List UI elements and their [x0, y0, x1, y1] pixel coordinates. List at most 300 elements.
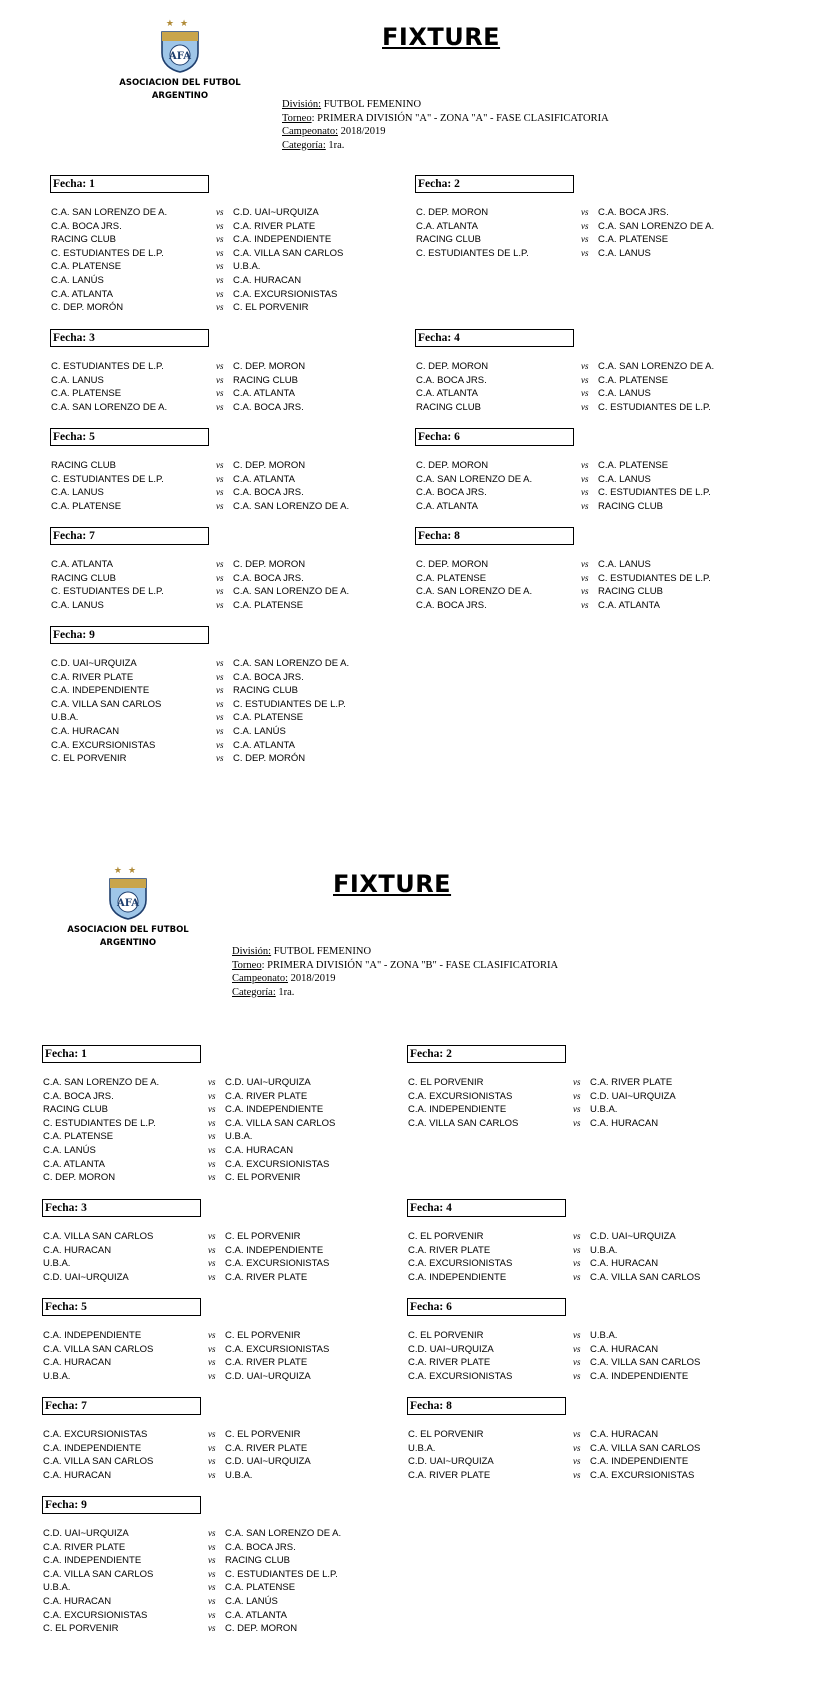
home-team: U.B.A. — [43, 1258, 71, 1270]
campeonato-line: Campeonato: 2018/2019 — [232, 973, 336, 984]
match-row — [50, 260, 261, 274]
vs-label: vs — [216, 374, 224, 385]
away-team: C.A. ATLANTA — [233, 473, 295, 485]
match-list — [42, 1428, 311, 1482]
home-team: C. ESTUDIANTES DE L.P. — [51, 473, 164, 485]
fecha-header: Fecha: 2 — [407, 1045, 566, 1063]
vs-label: vs — [216, 261, 224, 272]
away-team: C.A. INDEPENDIENTE — [590, 1370, 689, 1382]
match-row — [42, 1442, 308, 1456]
match-list — [407, 1329, 701, 1383]
match-row — [50, 233, 332, 247]
home-team: C.A. VILLA SAN CARLOS — [43, 1456, 154, 1468]
home-team: C.D. UAI~URQUIZA — [43, 1528, 129, 1539]
match-row — [42, 1130, 253, 1144]
svg-text:AFA: AFA — [116, 898, 140, 909]
away-team: C.A. PLATENSE — [598, 234, 669, 246]
away-team: C.A. RIVER PLATE — [225, 1090, 308, 1102]
away-team: C.A. HURACAN — [233, 274, 302, 286]
fecha-block — [50, 428, 350, 513]
match-row — [42, 1469, 253, 1483]
home-team: C.A. LANÚS — [51, 274, 104, 286]
vs-label: vs — [573, 1330, 581, 1340]
vs-label: vs — [216, 500, 224, 511]
home-team: C.A. EXCURSIONISTAS — [51, 739, 156, 751]
fecha-block — [50, 626, 350, 766]
match-row — [415, 473, 651, 487]
vs-label: vs — [208, 1343, 216, 1354]
match-row — [50, 698, 346, 712]
vs-label: vs — [581, 572, 589, 583]
away-team: C.A. RIVER PLATE — [590, 1077, 673, 1088]
home-team: C.A. ATLANTA — [43, 1158, 105, 1170]
match-list — [407, 1230, 701, 1284]
home-team: C.A. SAN LORENZO DE A. — [416, 473, 533, 485]
match-row — [42, 1329, 301, 1343]
fecha-block — [407, 1298, 701, 1383]
match-row — [42, 1271, 308, 1285]
home-team: C. DEP. MORON — [416, 207, 489, 218]
vs-label: vs — [216, 753, 224, 764]
home-team: C.A. ATLANTA — [416, 388, 478, 400]
vs-label: vs — [573, 1090, 581, 1101]
away-team: C.A. LANUS — [598, 559, 651, 570]
vs-label: vs — [573, 1469, 581, 1480]
match-row — [415, 486, 711, 500]
home-team: C.A. BOCA JRS. — [416, 374, 487, 386]
vs-label: vs — [208, 1104, 216, 1115]
vs-label: vs — [208, 1429, 216, 1439]
home-team: C. ESTUDIANTES DE L.P. — [51, 586, 164, 598]
vs-label: vs — [208, 1568, 216, 1579]
away-team: C.D. UAI~URQUIZA — [225, 1456, 311, 1468]
away-team: RACING CLUB — [598, 586, 663, 598]
away-team: C. ESTUDIANTES DE L.P. — [225, 1568, 338, 1580]
match-row — [42, 1356, 308, 1370]
home-team: U.B.A. — [408, 1442, 436, 1454]
match-row — [50, 473, 295, 487]
fecha-header: Fecha: 9 — [42, 1496, 201, 1514]
match-row — [50, 585, 350, 599]
vs-label: vs — [581, 401, 589, 412]
match-row — [415, 572, 711, 586]
home-team: C.D. UAI~URQUIZA — [51, 658, 137, 669]
home-team: C.A. BOCA JRS. — [43, 1090, 114, 1102]
home-team: C.A. LANUS — [51, 487, 104, 499]
afa-logo — [110, 18, 250, 103]
match-row — [50, 459, 306, 473]
away-team: C.A. SAN LORENZO DE A. — [598, 220, 715, 232]
away-team: C.A. HURACAN — [590, 1117, 659, 1129]
away-team: C. ESTUDIANTES DE L.P. — [598, 487, 711, 499]
vs-label: vs — [573, 1244, 581, 1255]
vs-label: vs — [216, 361, 224, 371]
home-team: C.A. LANUS — [51, 374, 104, 386]
away-team: C.A. BOCA JRS. — [233, 572, 304, 584]
home-team: C.A. PLATENSE — [51, 500, 122, 512]
home-team: C.A. INDEPENDIENTE — [43, 1442, 142, 1454]
vs-label: vs — [208, 1144, 216, 1155]
fecha-header: Fecha: 5 — [42, 1298, 201, 1316]
away-team: C. DEP. MORÓN — [233, 753, 306, 765]
home-team: U.B.A. — [43, 1370, 71, 1382]
match-list — [42, 1527, 342, 1636]
vs-label: vs — [216, 725, 224, 736]
org-name-line1: ASOCIACION DEL FUTBOL — [67, 925, 189, 935]
home-team: RACING CLUB — [51, 460, 116, 471]
match-row — [50, 599, 304, 613]
match-list — [407, 1428, 701, 1482]
away-team: C. EL PORVENIR — [225, 1330, 301, 1341]
vs-label: vs — [581, 500, 589, 511]
home-team: RACING CLUB — [51, 572, 116, 584]
away-team: C.A. SAN LORENZO DE A. — [598, 361, 715, 372]
home-team: C.A. PLATENSE — [51, 388, 122, 400]
match-row — [42, 1158, 330, 1172]
tournament-info — [232, 945, 558, 999]
match-row — [407, 1370, 689, 1384]
match-row — [415, 247, 651, 261]
away-team: C.A. HURACAN — [590, 1343, 659, 1355]
fecha-block — [42, 1397, 311, 1482]
away-team: C.A. PLATENSE — [233, 712, 304, 724]
home-team: C.A. RIVER PLATE — [408, 1469, 491, 1481]
home-team: C. DEP. MORON — [416, 559, 489, 570]
away-team: C.A. SAN LORENZO DE A. — [225, 1528, 342, 1539]
fecha-block — [50, 527, 350, 612]
vs-label: vs — [581, 586, 589, 597]
vs-label: vs — [581, 374, 589, 385]
page-title: FIXTURE — [333, 870, 452, 898]
stars-icon: ★★ — [113, 865, 143, 875]
match-row — [415, 220, 715, 234]
match-row — [42, 1581, 296, 1595]
home-team: C.A. LANÚS — [43, 1144, 96, 1156]
match-row — [50, 360, 306, 374]
match-row — [407, 1428, 659, 1442]
afa-logo — [58, 865, 198, 950]
vs-label: vs — [573, 1370, 581, 1381]
vs-label: vs — [216, 658, 224, 668]
away-team: U.B.A. — [590, 1244, 618, 1256]
match-row — [415, 401, 711, 415]
match-row — [50, 301, 309, 315]
away-team: U.B.A. — [590, 1104, 618, 1116]
match-row — [50, 206, 319, 220]
home-team: C.D. UAI~URQUIZA — [408, 1456, 494, 1468]
match-row — [415, 585, 663, 599]
match-row — [42, 1144, 294, 1158]
away-team: C.D. UAI~URQUIZA — [225, 1077, 311, 1088]
away-team: C.A. PLATENSE — [233, 599, 304, 611]
vs-label: vs — [208, 1231, 216, 1241]
match-row — [42, 1428, 301, 1442]
vs-label: vs — [208, 1330, 216, 1340]
vs-label: vs — [216, 739, 224, 750]
home-team: C.A. SAN LORENZO DE A. — [416, 586, 533, 598]
home-team: C. ESTUDIANTES DE L.P. — [51, 361, 164, 372]
vs-label: vs — [573, 1077, 581, 1087]
match-row — [42, 1257, 330, 1271]
vs-label: vs — [216, 288, 224, 299]
home-team: C.A. SAN LORENZO DE A. — [51, 401, 168, 413]
match-list — [50, 558, 350, 612]
vs-label: vs — [216, 302, 224, 313]
home-team: C.A. ATLANTA — [51, 288, 113, 300]
vs-label: vs — [581, 207, 589, 217]
away-team: C.D. UAI~URQUIZA — [590, 1231, 676, 1242]
vs-label: vs — [208, 1077, 216, 1087]
match-row — [407, 1343, 659, 1357]
vs-label: vs — [581, 473, 589, 484]
match-list — [50, 206, 344, 315]
home-team: C.A. RIVER PLATE — [43, 1541, 126, 1553]
home-team: C.A. EXCURSIONISTAS — [408, 1258, 513, 1270]
home-team: C.A. EXCURSIONISTAS — [408, 1370, 513, 1382]
home-team: C.A. INDEPENDIENTE — [408, 1104, 507, 1116]
vs-label: vs — [208, 1555, 216, 1566]
home-team: C.A. ATLANTA — [416, 500, 478, 512]
vs-label: vs — [216, 572, 224, 583]
match-row — [50, 288, 338, 302]
away-team: C.A. BOCA JRS. — [233, 401, 304, 413]
away-team: C.A. HURACAN — [590, 1429, 659, 1440]
away-team: C.A. VILLA SAN CARLOS — [233, 247, 344, 259]
vs-label: vs — [216, 487, 224, 498]
away-team: U.B.A. — [233, 261, 261, 273]
match-row — [407, 1329, 618, 1343]
match-row — [50, 684, 298, 698]
vs-label: vs — [216, 685, 224, 696]
page-title: FIXTURE — [382, 23, 501, 51]
vs-label: vs — [208, 1469, 216, 1480]
away-team: C.A. LANÚS — [225, 1595, 278, 1607]
vs-label: vs — [216, 207, 224, 217]
home-team: C.A. EXCURSIONISTAS — [408, 1090, 513, 1102]
home-team: C. DEP. MORÓN — [51, 302, 124, 314]
home-team: C. EL PORVENIR — [408, 1330, 484, 1341]
tournament-info — [282, 98, 609, 152]
away-team: C.A. LANUS — [598, 473, 651, 485]
match-row — [50, 711, 304, 725]
match-row — [50, 274, 302, 288]
org-name-line2: ARGENTINO — [151, 91, 209, 101]
home-team: C. DEP. MORON — [416, 460, 489, 471]
vs-label: vs — [573, 1104, 581, 1115]
vs-label: vs — [208, 1131, 216, 1142]
away-team: C.A. BOCA JRS. — [233, 487, 304, 499]
home-team: C.A. PLATENSE — [416, 572, 487, 584]
home-team: C.A. RIVER PLATE — [51, 671, 134, 683]
home-team: C.A. RIVER PLATE — [408, 1357, 491, 1369]
away-team: C.A. LANUS — [598, 247, 651, 259]
match-row — [50, 401, 304, 415]
away-team: C. DEP. MORON — [233, 361, 306, 372]
vs-label: vs — [573, 1442, 581, 1453]
vs-label: vs — [573, 1343, 581, 1354]
home-team: C.D. UAI~URQUIZA — [43, 1271, 129, 1283]
vs-label: vs — [208, 1370, 216, 1381]
match-row — [415, 233, 669, 247]
away-team: C.A. VILLA SAN CARLOS — [590, 1271, 701, 1283]
home-team: C.A. VILLA SAN CARLOS — [43, 1568, 154, 1580]
home-team: C.A. LANUS — [51, 599, 104, 611]
match-row — [415, 374, 669, 388]
vs-label: vs — [581, 361, 589, 371]
vs-label: vs — [581, 388, 589, 399]
home-team: C. EL PORVENIR — [408, 1429, 484, 1440]
division-line: División: FUTBOL FEMENINO — [282, 99, 422, 110]
away-team: C.A. RIVER PLATE — [233, 220, 316, 232]
away-team: C.A. ATLANTA — [233, 388, 295, 400]
match-row — [407, 1271, 701, 1285]
vs-label: vs — [208, 1357, 216, 1368]
vs-label: vs — [216, 599, 224, 610]
fecha-block — [415, 527, 711, 612]
away-team: C.A. RIVER PLATE — [225, 1271, 308, 1283]
away-team: C.A. ATLANTA — [233, 739, 295, 751]
match-row — [415, 500, 663, 514]
home-team: C. EL PORVENIR — [408, 1077, 484, 1088]
vs-label: vs — [573, 1117, 581, 1128]
home-team: C.A. EXCURSIONISTAS — [43, 1609, 148, 1621]
home-team: C.A. INDEPENDIENTE — [43, 1555, 142, 1567]
home-team: C.A. INDEPENDIENTE — [408, 1271, 507, 1283]
vs-label: vs — [208, 1582, 216, 1593]
vs-label: vs — [208, 1271, 216, 1282]
home-team: C.A. SAN LORENZO DE A. — [43, 1077, 160, 1088]
away-team: U.B.A. — [225, 1469, 253, 1481]
fecha-header: Fecha: 3 — [42, 1199, 201, 1217]
fecha-header: Fecha: 4 — [407, 1199, 566, 1217]
categoria-line: Categoría: 1ra. — [232, 986, 295, 998]
match-row — [50, 558, 306, 572]
vs-label: vs — [208, 1456, 216, 1467]
fecha-block — [42, 1199, 330, 1284]
match-row — [42, 1343, 330, 1357]
match-row — [42, 1568, 338, 1582]
match-row — [50, 739, 295, 753]
home-team: RACING CLUB — [416, 401, 481, 413]
away-team: U.B.A. — [590, 1330, 618, 1341]
vs-label: vs — [581, 247, 589, 258]
match-row — [415, 387, 651, 401]
match-row — [42, 1609, 287, 1623]
vs-label: vs — [216, 698, 224, 709]
away-team: C. ESTUDIANTES DE L.P. — [598, 572, 711, 584]
org-name-line1: ASOCIACION DEL FUTBOL — [119, 78, 241, 88]
vs-label: vs — [573, 1231, 581, 1241]
away-team: C.A. LANUS — [598, 388, 651, 400]
fecha-header: Fecha: 1 — [50, 175, 209, 193]
vs-label: vs — [573, 1429, 581, 1439]
home-team: C. EL PORVENIR — [51, 753, 127, 765]
match-row — [407, 1356, 701, 1370]
away-team: C.A. INDEPENDIENTE — [225, 1244, 324, 1256]
away-team: C.A. PLATENSE — [598, 374, 669, 386]
home-team: C.A. VILLA SAN CARLOS — [51, 698, 162, 710]
vs-label: vs — [208, 1541, 216, 1552]
match-row — [50, 220, 316, 234]
home-team: C.D. UAI~URQUIZA — [408, 1343, 494, 1355]
match-row — [50, 572, 304, 586]
match-row — [50, 486, 304, 500]
home-team: C.A. ATLANTA — [416, 220, 478, 232]
vs-label: vs — [208, 1172, 216, 1183]
fixture-page-zona-b — [0, 847, 840, 1694]
match-row — [407, 1455, 689, 1469]
away-team: C. EL PORVENIR — [225, 1429, 301, 1440]
match-row — [415, 558, 651, 572]
match-list — [42, 1230, 330, 1284]
vs-label: vs — [208, 1442, 216, 1453]
match-row — [42, 1244, 324, 1258]
vs-label: vs — [573, 1456, 581, 1467]
home-team: RACING CLUB — [43, 1104, 108, 1116]
campeonato-line: Campeonato: 2018/2019 — [282, 126, 386, 137]
home-team: C.A. PLATENSE — [51, 261, 122, 273]
fecha-header: Fecha: 6 — [407, 1298, 566, 1316]
home-team: U.B.A. — [43, 1582, 71, 1594]
home-team: U.B.A. — [51, 712, 79, 724]
vs-label: vs — [208, 1528, 216, 1538]
torneo-line: Torneo: PRIMERA DIVISIÓN "A" - ZONA "B" - FASE CLASIFICATORIA — [232, 959, 559, 971]
vs-label: vs — [208, 1158, 216, 1169]
match-row — [407, 1244, 618, 1258]
match-row — [50, 671, 304, 685]
home-team: C. EL PORVENIR — [43, 1623, 119, 1635]
away-team: C.A. HURACAN — [225, 1144, 294, 1156]
away-team: C.A. PLATENSE — [225, 1582, 296, 1594]
match-row — [42, 1117, 336, 1131]
svg-text:AFA: AFA — [168, 51, 192, 62]
vs-label: vs — [208, 1623, 216, 1634]
away-team: C. DEP. MORON — [225, 1623, 298, 1635]
match-row — [407, 1090, 676, 1104]
match-row — [407, 1469, 695, 1483]
vs-label: vs — [581, 460, 589, 470]
away-team: C.A. BOCA JRS. — [225, 1541, 296, 1553]
away-team: C.A. LANÚS — [233, 725, 286, 737]
vs-label: vs — [581, 487, 589, 498]
home-team: RACING CLUB — [51, 234, 116, 246]
fecha-block — [42, 1496, 342, 1636]
home-team: C.A. ATLANTA — [51, 559, 113, 570]
vs-label: vs — [216, 234, 224, 245]
match-row — [42, 1171, 301, 1185]
away-team: C.A. SAN LORENZO DE A. — [233, 500, 350, 512]
away-team: C.A. VILLA SAN CARLOS — [590, 1357, 701, 1369]
away-team: C.A. INDEPENDIENTE — [225, 1104, 324, 1116]
away-team: RACING CLUB — [225, 1555, 290, 1567]
home-team: C.A. HURACAN — [51, 725, 120, 737]
home-team: C.A. INDEPENDIENTE — [51, 685, 150, 697]
match-row — [50, 657, 350, 671]
home-team: C.A. BOCA JRS. — [51, 220, 122, 232]
away-team: C. EL PORVENIR — [225, 1231, 301, 1242]
match-list — [415, 360, 715, 414]
away-team: C.A. INDEPENDIENTE — [590, 1456, 689, 1468]
away-team: C.D. UAI~URQUIZA — [225, 1370, 311, 1382]
away-team: C. EL PORVENIR — [225, 1172, 301, 1184]
match-row — [407, 1117, 659, 1131]
away-team: C. ESTUDIANTES DE L.P. — [233, 698, 346, 710]
away-team: RACING CLUB — [233, 685, 298, 697]
fecha-header: Fecha: 6 — [415, 428, 574, 446]
away-team: C. ESTUDIANTES DE L.P. — [598, 401, 711, 413]
away-team: C.A. BOCA JRS. — [233, 671, 304, 683]
away-team: U.B.A. — [225, 1131, 253, 1143]
